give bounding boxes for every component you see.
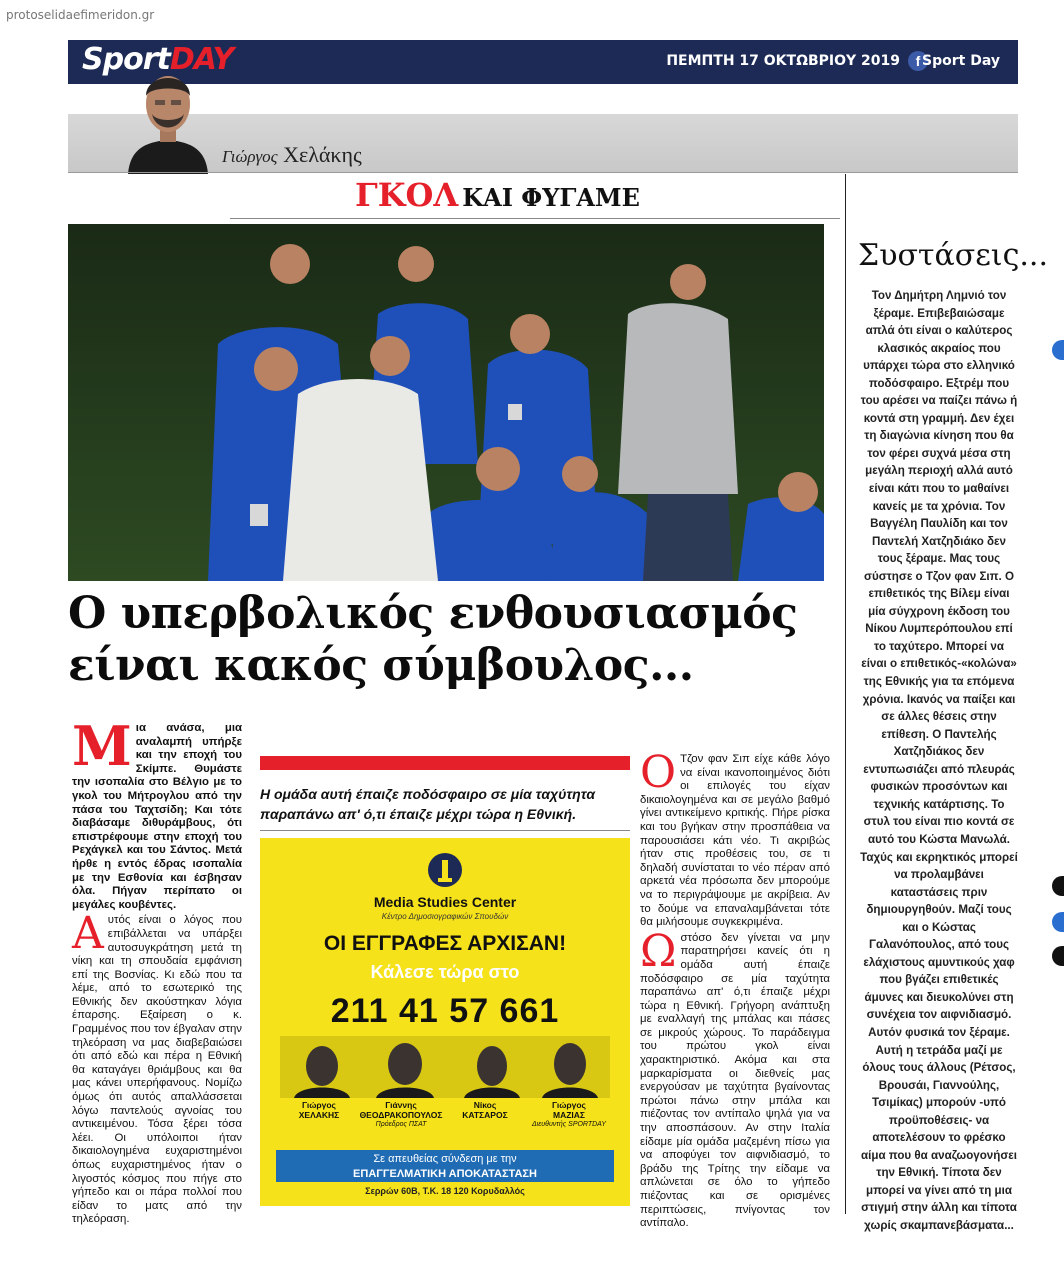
article-headline: Ο υπερβολικός ενθουσιασμός είναι κακός σύμβουλος... [68,588,798,691]
ad-address: Σερρών 60Β, Τ.Κ. 18 120 Κορυδαλλός [365,1186,525,1196]
issue-date: ΠΕΜΠΤΗ 17 ΟΚΤΩΒΡΙΟΥ 2019 [666,53,900,69]
author-byline: Γιώργος Χελάκης [222,142,362,167]
page-edge-mark [1052,946,1064,966]
lighthouse-logo-icon [428,852,462,888]
article-paragraph: Ο Τζον φαν Σιπ είχε κάθε λόγο να είναι ικανοποιημένος διότι οι επιλογές του είχαν δικαιολογημένα και σε μεγάλο βαθμό γίνει αντικείμενο κριτικής. Πήρε ρίσκα και του βγήκαν στην προσπάθεια να παρουσιάσει κάτι νέο. Τι ακριβώς ήταν στις προθέσεις του, σε τι δηλαδή συνίσταται το νέο πέραν από αρκετά νέα πρόσωπα δεν μπορούμε να το περιγράψουμε με ακρίβεια. Αν το δούμε να επαναλαμβάνεται τότε θα μιλήσουμε συγκεκριμένα. [640,747,830,929]
kicker-divider [230,218,840,219]
sidebar-text: Τον Δημήτρη Λημνιό τον ξέραμε. Επιβεβαιώσαμε απλά ότι είναι ο καλύτερος κλασικός ακραίος που υπάρχει τώρα στο ελληνικό ποδόσφαιρο. Εξτρέμ που του αρέσει να παίζει πάνω ή κοντά στη γραμμή. Δεν έχει τη διαγώνια κίνηση που θα τον φέρει συχνά μέσα στη μεγάλη περιοχή αλλά αυτό είναι κάτι που το μαθαίνει κανείς με τα χρόνια. Τον Βαγγέλη Παυλίδη και τον Παντελή Χατζηδιάκο δεν τους ξέραμε. Μας τους σύστησε ο Τζον φαν Σιπ. Ο επιθετικός της Βίλεμ είναι μία σύγχρονη έκδοση του Νίκου Λυμπερόπουλου επί το ταχύτερο. Μπορεί να είναι ο επιθετικός-«κολώνα» της Εθνικής για τα επόμενα χρόνια. Ικανός να παίξει και σε άλλες θέσεις στην επίθεση. Ο Παντελής Χατζηδιάκος δεν εντυπωσιάζει από πλευράς φυσικών προσόντων και τεχνικής κατάρτισης. Το στυλ του είναι πιο κοντά σε αυτό του Κώστα Μανωλά. Ταχύς και εκρηκτικός μπορεί να προλαμβάνει καταστάσεις πριν δημιουργηθούν. Μαζί τους και ο Κώστας Γαλανόπουλος, από τους ελάχιστους αμυντικούς χαφ που βγάζει επιθετικές άμυνες και διευκολύνει στη συνέχεια τον αιφνιδιασμό. Αυτόν φυσικά τον ξέραμε. Αυτή η τετράδα μαζί με όλους τους άλλους (Ρέτσος, Βρουσάι, Γιαννούλης, Τσιμίκας) μπορούν -υπό προϋποθέσεις- να αποτελέσουν το φρέσκο αίμα που θα αναζωογονήσει την Εθνική. Τίποτα δεν μπορεί να γίνει από τη μια στιγμή στην άλλη και τίποτα χωρίς σκαμπανεβάσματα... [860,289,1018,1232]
article-paragraph: Αυτός είναι ο λόγος που επιβάλλεται να υπάρξει αυτοσυγκράτηση μετά τη νίκη και τη σπουδαία εμφάνιση επί της Βοσνίας. Κι εδώ που τα λέμε, από το εσωτερικό της Εθνικής δεν ακούστηκαν λόγια έπαρσης. Εξαίρεση ο κ. Γραμμένος που τον έβγαλαν στην τηλεόραση να μας διαβεβαιώσει ότι από εδώ και πέρα η Εθνική θα καταγάγει θριάμβους και θα μας κάνει υπερήφανους. Νομίζω όμως ότι αυτός απαλλάσσεται λόγω παντελούς αγνοίας του αντικειμένου. Τόσα ξέρει τόσα λέει. Οι υπόλοιποι ήταν δικαιολογημένα ευχαριστημένοι όπως ευχαριστημένος ήταν ο λιγοστός κόσμος που πήγε στο γήπεδο και οι πάρα πολλοί που είδαν το ματς από την τηλεόραση. [72,908,242,1226]
article-intro: Μια ανάσα, μια αναλαμπή υπήρξε και την εποχή του Σκίμπε. Θυμάστε την ισοπαλία στο Βέλγιο με το γκολ του Μήτρογλου από την πάσα του Ταχτσίδη; Και τότε διαβάσαμε διθυράμβους, ότι επιστρέφουμε στην εποχή του Ρεχάγκελ και του Σάντος. Μετά ήρθε η εντός έδρας ισοπαλία με την Εσθονία και έσβησαν όλα. Πήγαν περίπατο οι μεγάλες κουβέντες. [72,714,242,911]
ad-person: Γιάννης ΘΕΟΔΡΑΚΟΠΟΥΛΟΣ Πρόεδρος ΠΣΑΤ [359,1100,443,1128]
site-watermark: protoselidaefimeridon.gr [6,8,155,22]
sportday-logo: SportDAY [82,42,234,77]
ad-phone-number[interactable]: 211 41 57 661 [330,992,560,1030]
ad-call-to-action: Κάλεσε τώρα στο [370,962,520,982]
ad-person: Γιώργος ΜΑΖΙΑΣ Διευθυντής SPORTDAY [531,1100,607,1128]
ad-headline: ΟΙ ΕΓΓΡΑΦΕΣ ΑΡΧΙΣΑΝ! [323,932,567,955]
sidebar-title: Συστάσεις... [858,238,1048,273]
ad-title: Media Studies Center [373,894,517,910]
author-photo [122,62,214,174]
page-edge-mark [1052,876,1064,896]
media-studies-ad [260,838,630,1206]
team-celebration-photo [68,224,824,581]
article-column-1 [72,714,242,1229]
ad-person: Γιώργος ΧΕΛΑΚΗΣ [298,1100,340,1120]
sidebar-divider [845,174,846,1214]
facebook-icon: f [908,51,928,71]
ad-people-photos [280,1036,610,1098]
ad-blue-band: Σε απευθείας σύνδεση με την ΕΠΑΓΓΕΛΜΑΤΙΚΗ ΑΠΟΚΑΤΑΣΤΑΣΗ [276,1150,614,1182]
article-paragraph: Ωστόσο δεν γίνεται να μην παρατηρήσει κανείς ότι η ομάδα αυτή έπαιζε ποδόσφαιρο σε μία ταχύτητα παραπάνω απ' ό,τι έπαιζε μέχρι τώρα η Εθνική. Γρήγορη ανάπτυξη με εναλλαγή της μπάλας και πάσες σε μικρούς χώρους. Το παράδειγμα του πρώτου γκολ είναι χαρακτηριστικό. Ακόμα και στα μαρκαρίσματα οι διεθνείς μας ενεργούσαν με ταχύτητα βγαίνοντας πρώτοι πάνω στην μπάλα και πιέζοντας τον αντίπαλο ψηλά για να την αποσπάσουν. Αν στην Ιταλία είδαμε μία ομάδα μαζεμένη πίσω για να αποφύγει τον αιφνιδιασμό, το βράδυ της Τρίτης την είδαμε να απλώνεται σε όλο το γήπεδο πιέζοντας και σε ορισμένες περιπτώσεις, πνίγοντας τον αντίπαλο. [640,925,830,1230]
ad-subtitle: Κέντρο Δημοσιογραφικών Σπουδών [381,912,509,921]
facebook-page-label: Sport Day [922,53,1000,69]
section-kicker: ΓΚΟΛ ΚΑΙ ΦΥΓΑΜΕ [355,176,640,214]
pull-quote: Η ομάδα αυτή έπαιζε ποδόσφαιρο σε μία ταχύτητα παραπάνω απ' ό,τι έπαιζε μέχρι τώρα η Εθνική. [260,786,596,822]
page-edge-mark [1052,912,1064,932]
ad-people-names [274,1100,616,1150]
divider [68,172,1018,173]
ad-person: Νίκος ΚΑΤΣΑΡΟΣ [462,1100,508,1120]
article-column-3 [640,747,830,1233]
pull-quote-accent [260,756,630,770]
divider [260,830,630,831]
page-edge-mark [1052,340,1064,360]
